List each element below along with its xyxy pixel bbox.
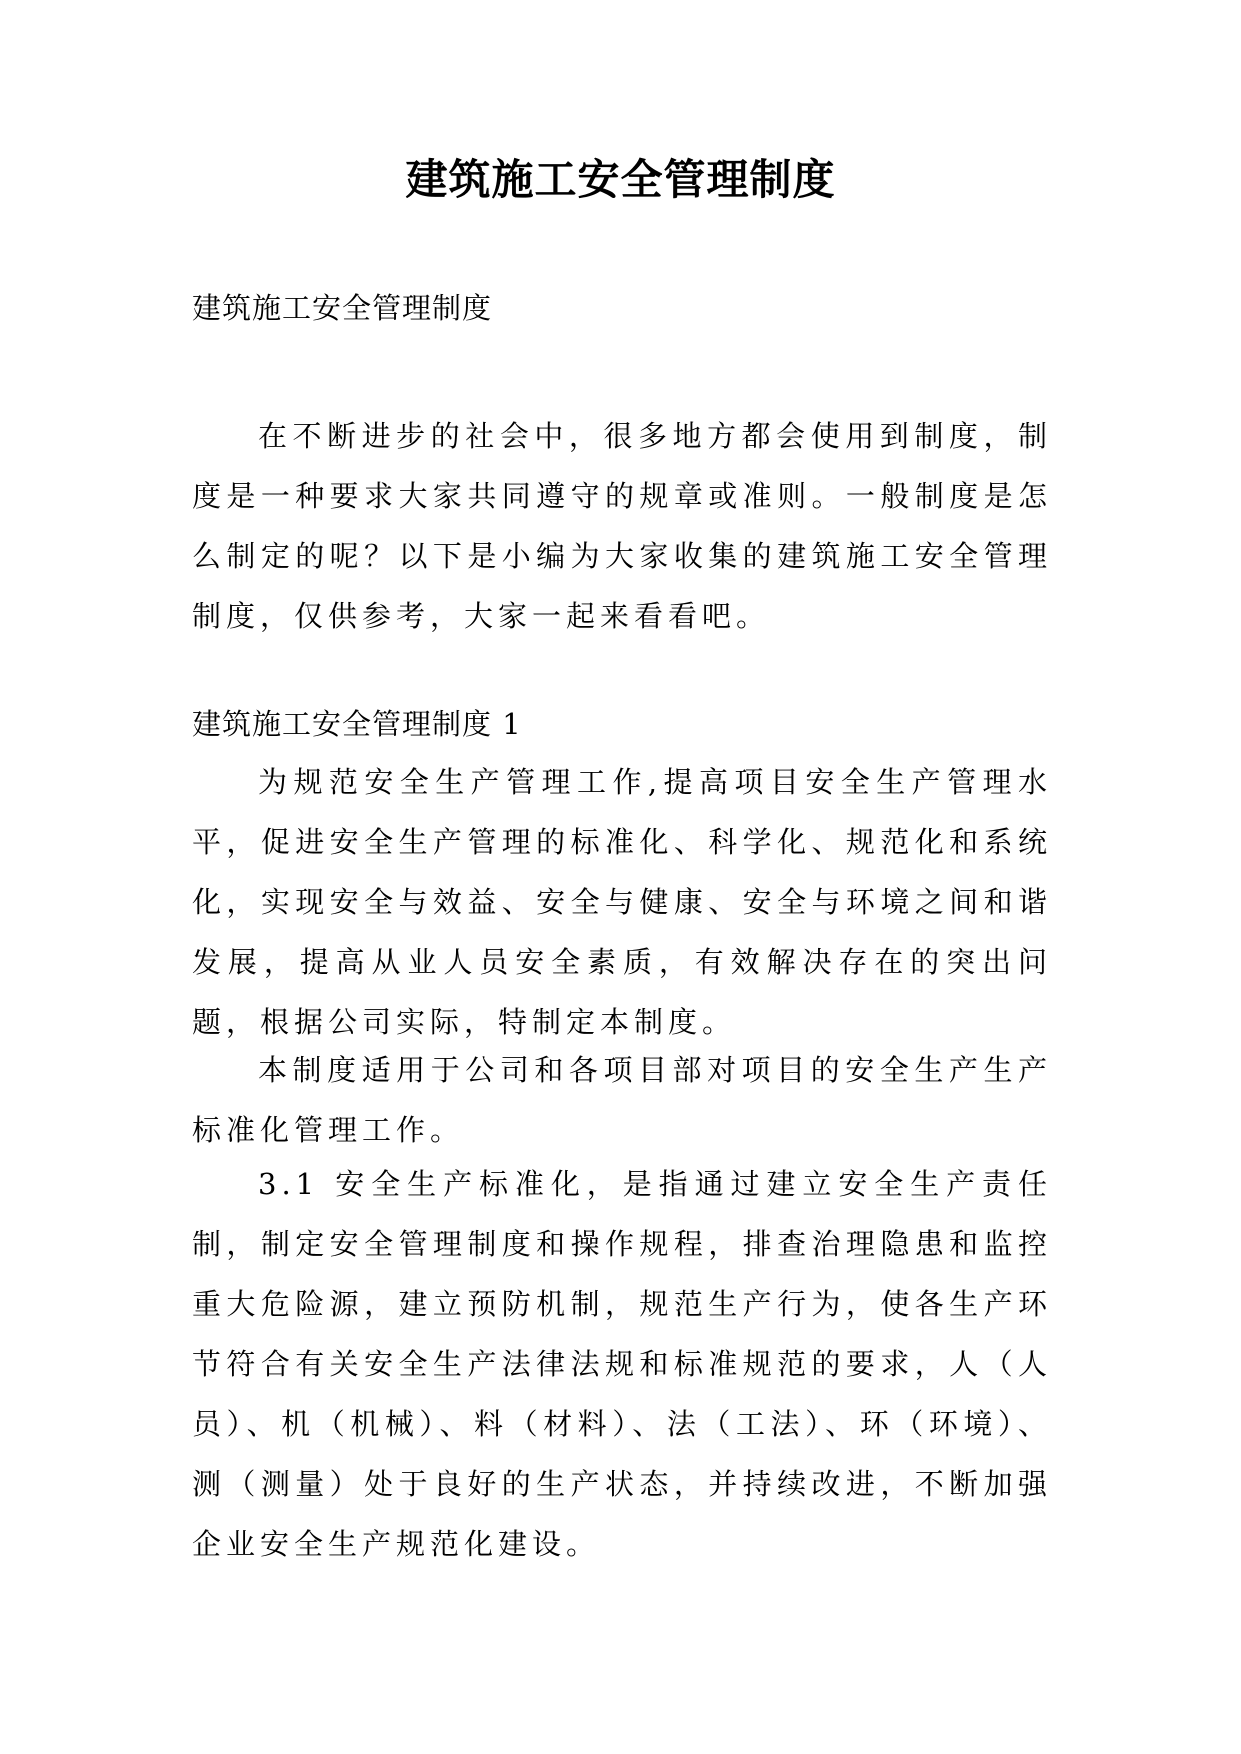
document-subtitle: 建筑施工安全管理制度: [192, 291, 493, 325]
intro-paragraph: 在不断进步的社会中，很多地方都会使用到制度，制度是一种要求大家共同遵守的规章或准则。一般制度是怎么制定的呢？以下是小编为大家收集的建筑施工安全管理制度，仅供参考，大家一起来看看吧。: [192, 419, 1052, 633]
section-paragraph-definition: 3.1 安全生产标准化，是指通过建立安全生产责任制，制定安全管理制度和操作规程，排查治理隐患和监控重大危险源，建立预防机制，规范生产行为，使各生产环节符合有关安全生产法律法规和标准规范的要求，人（人员）、机（机械）、料（材料）、法（工法）、环（环境）、测（测量）处于良好的生产状态，并持续改进，不断加强企业安全生产规范化建设。: [192, 1167, 1052, 1561]
section-paragraph-purpose: 为规范安全生产管理工作,提高项目安全生产管理水平，促进安全生产管理的标准化、科学化、规范化和系统化，实现安全与效益、安全与健康、安全与环境之间和谐发展，提高从业人员安全素质，有效解决存在的突出问题，根据公司实际，特制定本制度。: [192, 765, 1052, 1039]
document-title: 建筑施工安全管理制度: [405, 155, 836, 204]
section-heading: 建筑施工安全管理制度 1: [192, 707, 522, 741]
section-paragraph-scope: 本制度适用于公司和各项目部对项目的安全生产生产标准化管理工作。: [192, 1053, 1052, 1147]
